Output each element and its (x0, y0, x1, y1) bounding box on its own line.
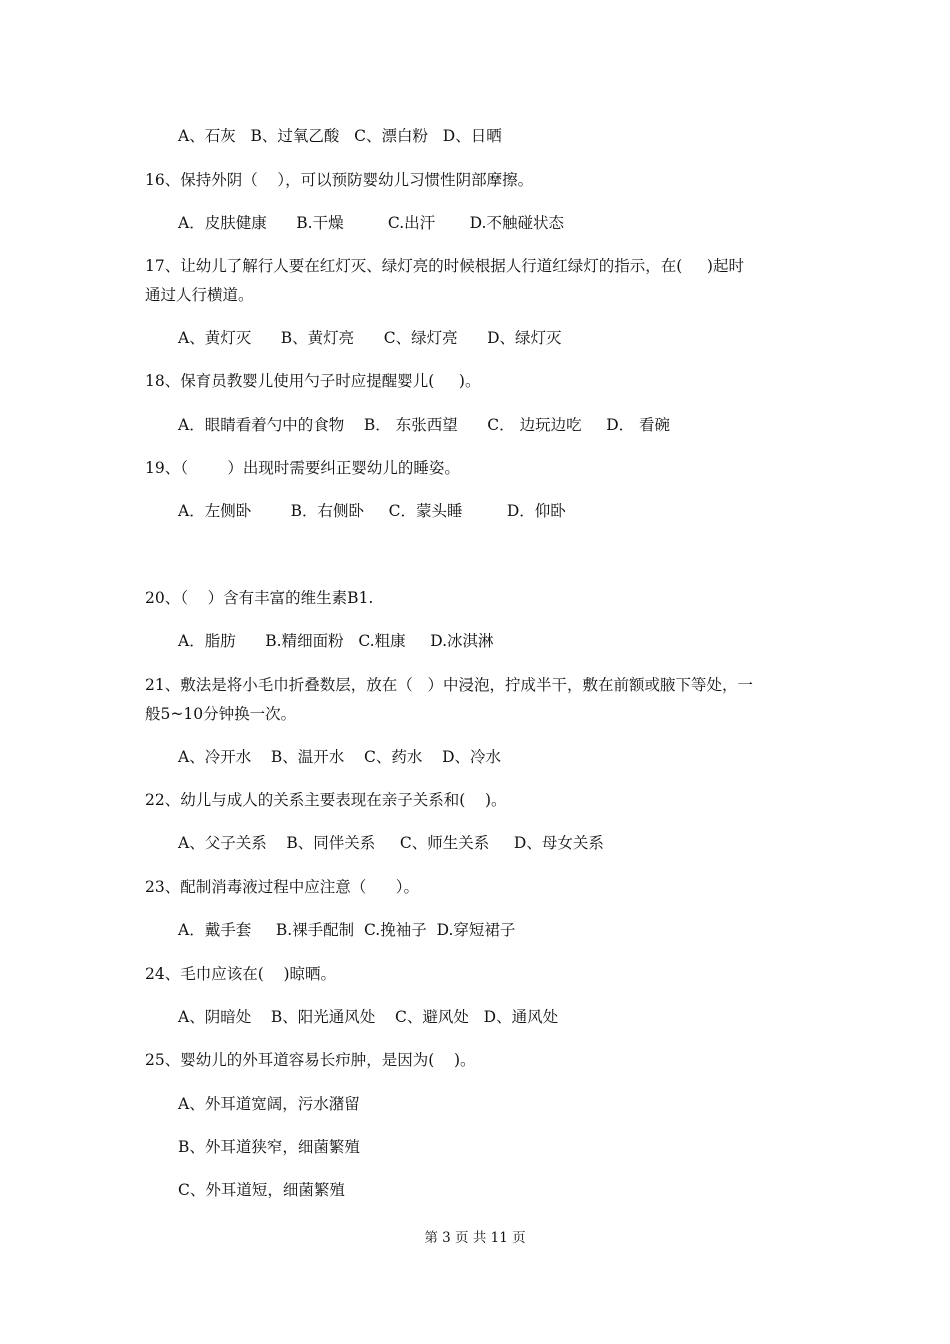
q20-stem: 20、（ ）含有丰富的维生素B1. (145, 589, 374, 607)
q21-stem: 21、敷法是将小毛巾折叠数层，放在（ ）中浸泡，拧成半干，敷在前额或腋下等处，一 (145, 676, 754, 694)
q17-stem-continued: 通过人行横道。 (145, 286, 254, 304)
q25-option-c: C、外耳道短，细菌繁殖 (178, 1181, 345, 1199)
q24-options: A、阴暗处 B、阳光通风处 C、避风处 D、通风处 (178, 1008, 559, 1026)
q25-stem: 25、婴幼儿的外耳道容易长疖肿，是因为( )。 (145, 1051, 476, 1069)
q25-option-a: A、外耳道宽阔，污水潴留 (178, 1095, 360, 1113)
q17-options: A、黄灯灭 B、黄灯亮 C、绿灯亮 D、绿灯灭 (178, 329, 562, 347)
page-number: 第 3 页 共 11 页 (424, 1230, 526, 1246)
q19-options: A．左侧卧 B．右侧卧 C．蒙头睡 D．仰卧 (178, 502, 566, 520)
q17-stem: 17、让幼儿了解行人要在红灯灭、绿灯亮的时候根据人行道红绿灯的指示，在( )起时 (145, 257, 744, 275)
q22-options: A、父子关系 B、同伴关系 C、师生关系 D、母女关系 (178, 834, 604, 852)
q23-options: A．戴手套 B.裸手配制 C.挽袖子 D.穿短裙子 (178, 921, 516, 939)
q19-stem: 19、（ ）出现时需要纠正婴幼儿的睡姿。 (145, 459, 460, 477)
q15-options: A、石灰 B、过氧乙酸 C、漂白粉 D、日晒 (178, 127, 502, 145)
q25-option-b: B、外耳道狭窄，细菌繁殖 (178, 1138, 360, 1156)
q18-stem: 18、保育员教婴儿使用勺子时应提醒婴儿( )。 (145, 372, 481, 390)
q23-stem: 23、配制消毒液过程中应注意（ ）。 (145, 878, 420, 896)
q24-stem: 24、毛巾应该在( )晾晒。 (145, 965, 337, 983)
q20-options: A．脂肪 B.精细面粉 C.粗康 D.冰淇淋 (178, 632, 494, 650)
q21-stem-continued: 般5~10分钟换一次。 (145, 705, 297, 723)
q22-stem: 22、幼儿与成人的关系主要表现在亲子关系和( )。 (145, 791, 507, 809)
q21-options: A、冷开水 B、温开水 C、药水 D、冷水 (178, 748, 501, 766)
q16-stem: 16、保持外阴（ ），可以预防婴幼儿习惯性阴部摩擦。 (145, 171, 534, 189)
q16-options: A．皮肤健康 B.干燥 C.出汗 D.不触碰状态 (178, 214, 564, 232)
q18-options: A．眼睛看着勺中的食物 B． 东张西望 C． 边玩边吃 D． 看碗 (178, 416, 671, 434)
